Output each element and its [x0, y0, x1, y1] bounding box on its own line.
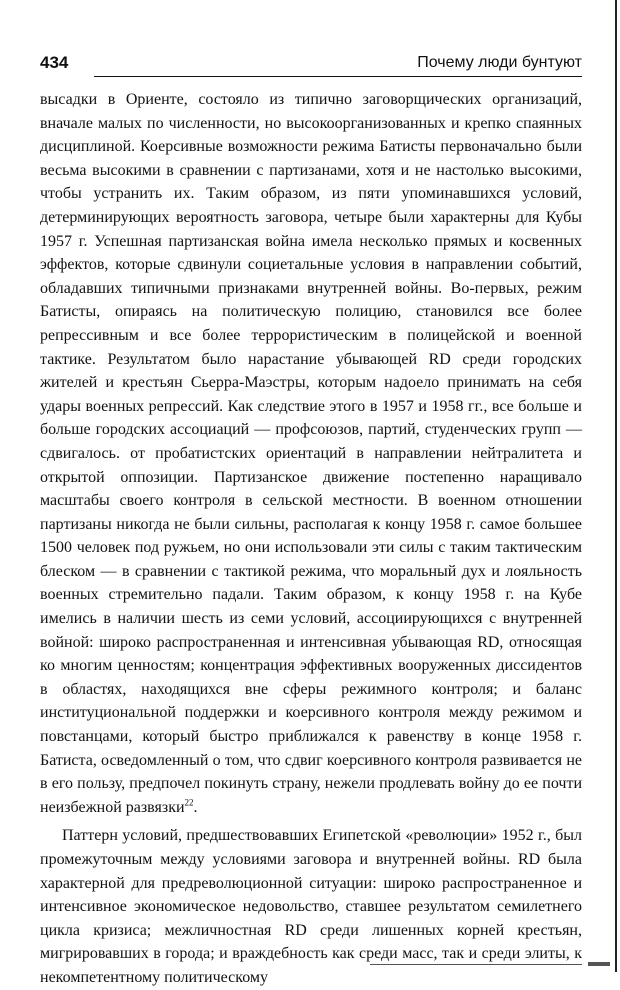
running-title: Почему люди бунтуют	[417, 54, 582, 71]
paragraph-end-punctuation: .	[193, 798, 198, 816]
page-edge-line	[615, 0, 617, 972]
bottom-rule	[370, 964, 582, 965]
paragraph-text: высадки в Ориенте, состояло из типично заговорщических организаций, вначале малых по численности, но высокоорганизованных и крепко спаянных дисциплиной. Коерсивные возможности режима Батисты первоначально были весьма высокими в сравнении с партизанами, хотя и не настолько высокими, чтобы устранить их. Таким образом, из пяти упоминавшихся условий, детерминирующих вероятность заговора, четыре были характерны для Кубы 1957 г. Успешная партизанская война имела несколько прямых и косвенных эффектов, которые сдвинули социетальные условия в направлении событий, обладавших типичными признаками внутренней войны. Во-первых, режим Батисты, опираясь на политическую полицию, становился все более репрессивным и все более террористическим в полицейской и военной тактике. Результатом было нарастание убывающей RD среди городских жителей и крестьян Сьерра-Маэстры, которым надоело принимать на себя удары военных репрессий. Как следствие этого в 1957 и 1958 гг., все больше и больше городских ассоциаций — профсоюзов, партий, студенческих групп — сдвигалось. от пробатистских ориентаций в направлении нейтралитета и открытой оппозиции. Партизанское движение постепенно наращивало масштабы своего контроля в сельской местности. В военном отношении партизаны никогда не были сильны, располагая к концу 1958 г. самое большее 1500 человек под ружьем, но они использовали эти силы с таким тактическим блеском — в сравнении с тактикой режима, что моральный дух и лояльность военных стремительно падали. Таким образом, к концу 1958 г. на Кубе имелись в наличии шесть из семи условий, ассоциирующихся с внутренней войной: широко распространенная и интенсивная убывающая RD, относящая ко многим ценностям; концентрация эффективных вооруженных диссидентов в областях, находящихся вне сферы режимного контроля; и баланс институциональной поддержки и коерсивного контроля между режимом и повстанцами, который быстро приближался к равенству в конце 1958 г. Батиста, осведомленный о том, что сдвиг коерсивного контроля развивается не в его пользу, предпочел покинуть страну, нежели продлевать войну до ее почти неизбежной развязки	[40, 91, 582, 816]
paragraph-continued	[40, 88, 582, 819]
running-header	[40, 52, 582, 80]
header-rule	[94, 76, 582, 77]
main-text	[40, 88, 582, 990]
paragraph: Паттерн условий, предшествовавших Египетской «революции» 1952 г., был промежуточным между условиями заговора и внутренней войны. RD была характерной для предреволюционной ситуации: широко распространенное и интенсивное экономическое недовольство, ставшее результатом семилетнего цикла кризиса; межличностная RD среди лишенных корней крестьян, мигрировавших в города; и враждебность как среди масс, так и среди элиты, к некомпетентному политическому	[40, 827, 582, 986]
footnote-reference: 22	[184, 797, 194, 808]
page-number: 434	[40, 53, 69, 72]
corner-mark	[588, 962, 610, 966]
